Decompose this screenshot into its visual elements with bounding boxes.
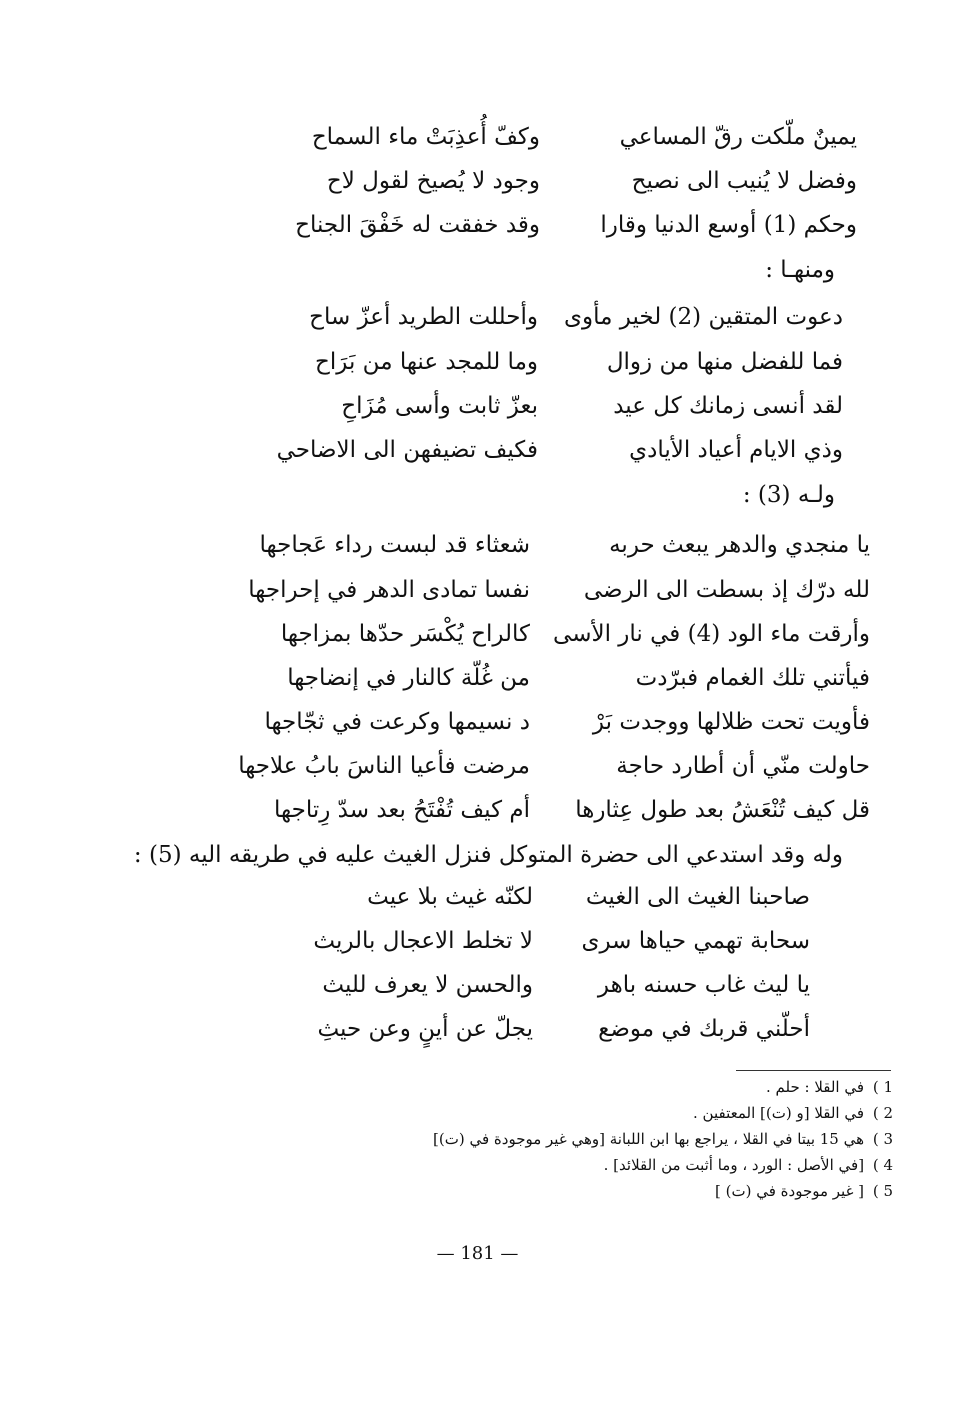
footnote bbox=[715, 1182, 893, 1200]
left-hemistich: د نسيمها وكرعت في ثجّاجها bbox=[264, 709, 530, 735]
right-hemistich: دعوت المتقين (2) لخير مأوى bbox=[564, 304, 843, 330]
footnote bbox=[766, 1078, 893, 1096]
section-heading: ومنهـا : bbox=[765, 257, 835, 283]
left-hemistich: لكنّه غيث بلا عيث bbox=[367, 884, 533, 910]
left-hemistich: وقد خفقت له خَفْقَ الجناح bbox=[295, 212, 540, 238]
right-hemistich: فأويت تحت ظلالها ووجدت بَرْ bbox=[592, 709, 870, 735]
right-hemistich: لله درّك إذ بسطت الى الرضى bbox=[583, 577, 870, 603]
left-hemistich: فكيف تضيفهن الى الاضاحي bbox=[276, 437, 538, 463]
left-hemistich: لا تخلط الاعجال بالريث bbox=[313, 928, 533, 954]
right-hemistich: أحلّني قربك في موضع bbox=[598, 1016, 810, 1042]
left-hemistich: كالراح يُكْسَر حدّها بمزاجها bbox=[280, 621, 530, 647]
right-hemistich: حاولت منّي أن أطارد حاجة bbox=[616, 753, 870, 779]
left-hemistich: يجلّ عن أينٍ وعن حيثِ bbox=[317, 1016, 533, 1042]
footnote bbox=[604, 1156, 893, 1174]
footnote-number: 2 ) bbox=[872, 1104, 893, 1122]
right-hemistich: فيأتني تلك الغمام فبرّدت bbox=[635, 665, 870, 691]
left-hemistich: وأحللت الطريد أعزّ ساح bbox=[309, 304, 538, 330]
footnote bbox=[693, 1104, 893, 1122]
left-hemistich: بعزّ ثابت وأسى مُزَاحِ bbox=[341, 393, 538, 419]
left-hemistich: وما للمجد عنها من بَرَاح bbox=[315, 349, 538, 375]
footnote-text: في القلا [و (ت)] المعتفين . bbox=[693, 1104, 865, 1122]
footnote-number: 3 ) bbox=[872, 1130, 893, 1148]
left-hemistich: وكفّ أُعذِبَتْ ماء السماح bbox=[311, 124, 540, 150]
right-hemistich: قل كيف تُنْعَشُ بعد طول عِثارها bbox=[575, 797, 870, 823]
section-heading: ولـه (3) : bbox=[742, 482, 835, 508]
right-hemistich: وفضل لا يُنيب الى نصيح bbox=[631, 168, 857, 194]
footnote bbox=[433, 1130, 893, 1148]
right-hemistich: صاحبنا الغيث الى الغيث bbox=[585, 884, 810, 910]
footnote-text: في القلا : حلم . bbox=[765, 1078, 865, 1096]
left-hemistich: شعثاء قد لبست رداء عَجاجها bbox=[259, 532, 530, 558]
poem-intro: وله وقد استدعي الى حضرة المتوكل فنزل الغيث عليه في طريقه اليه (5) : bbox=[133, 842, 843, 868]
left-hemistich: مرضت فأعيا الناسَ بابُ علاجها bbox=[238, 753, 530, 779]
footnote-number: 5 ) bbox=[872, 1182, 893, 1200]
left-hemistich: نفسا تمادى الدهر في إحراجها bbox=[248, 577, 530, 603]
right-hemistich: سحابة تهمي حياها سرى bbox=[581, 928, 810, 954]
footnote-number: 1 ) bbox=[872, 1078, 893, 1096]
left-hemistich: والحسن لا يعرف لليث bbox=[322, 972, 533, 998]
left-hemistich: من غُلّة كالنار في إنضاجها bbox=[287, 665, 530, 691]
page-number: — 181 — bbox=[436, 1243, 519, 1264]
right-hemistich: يا ليث غاب حسنه باهر bbox=[597, 972, 810, 998]
right-hemistich: لقد أنسى زمانك كل عيد bbox=[613, 393, 843, 419]
right-hemistich: وأرقت ماء الود (4) في نار الأسى bbox=[553, 621, 870, 647]
footnote-text: [في الأصل : الورد ، وما أثبت من القلائد] . bbox=[603, 1156, 865, 1174]
right-hemistich: يا منجدي والدهر يبعث حربه bbox=[609, 532, 870, 558]
right-hemistich: وحكم (1) أوسع الدنيا وقارا bbox=[600, 212, 857, 238]
footnote-number: 4 ) bbox=[872, 1156, 893, 1174]
right-hemistich: فما للفضل منها من زوال bbox=[606, 349, 843, 375]
left-hemistich: أم كيف تُفْتَحُ بعد سدّ رِتاجها bbox=[274, 797, 530, 823]
right-hemistich: وذي الايام أعياد الأيادي bbox=[629, 437, 843, 463]
footnote-text: [ غير موجودة في (ت) ] bbox=[715, 1182, 865, 1200]
footnote-divider bbox=[736, 1070, 891, 1071]
right-hemistich: يمينٌ ملّكت رقّ المساعي bbox=[619, 124, 857, 150]
footnote-text: هي 15 بيتا في القلا ، يراجع بها ابن اللبانة [وهي غير موجودة في (ت)] bbox=[433, 1130, 865, 1148]
left-hemistich: وجود لا يُصيخ لقول لاح bbox=[326, 168, 540, 194]
